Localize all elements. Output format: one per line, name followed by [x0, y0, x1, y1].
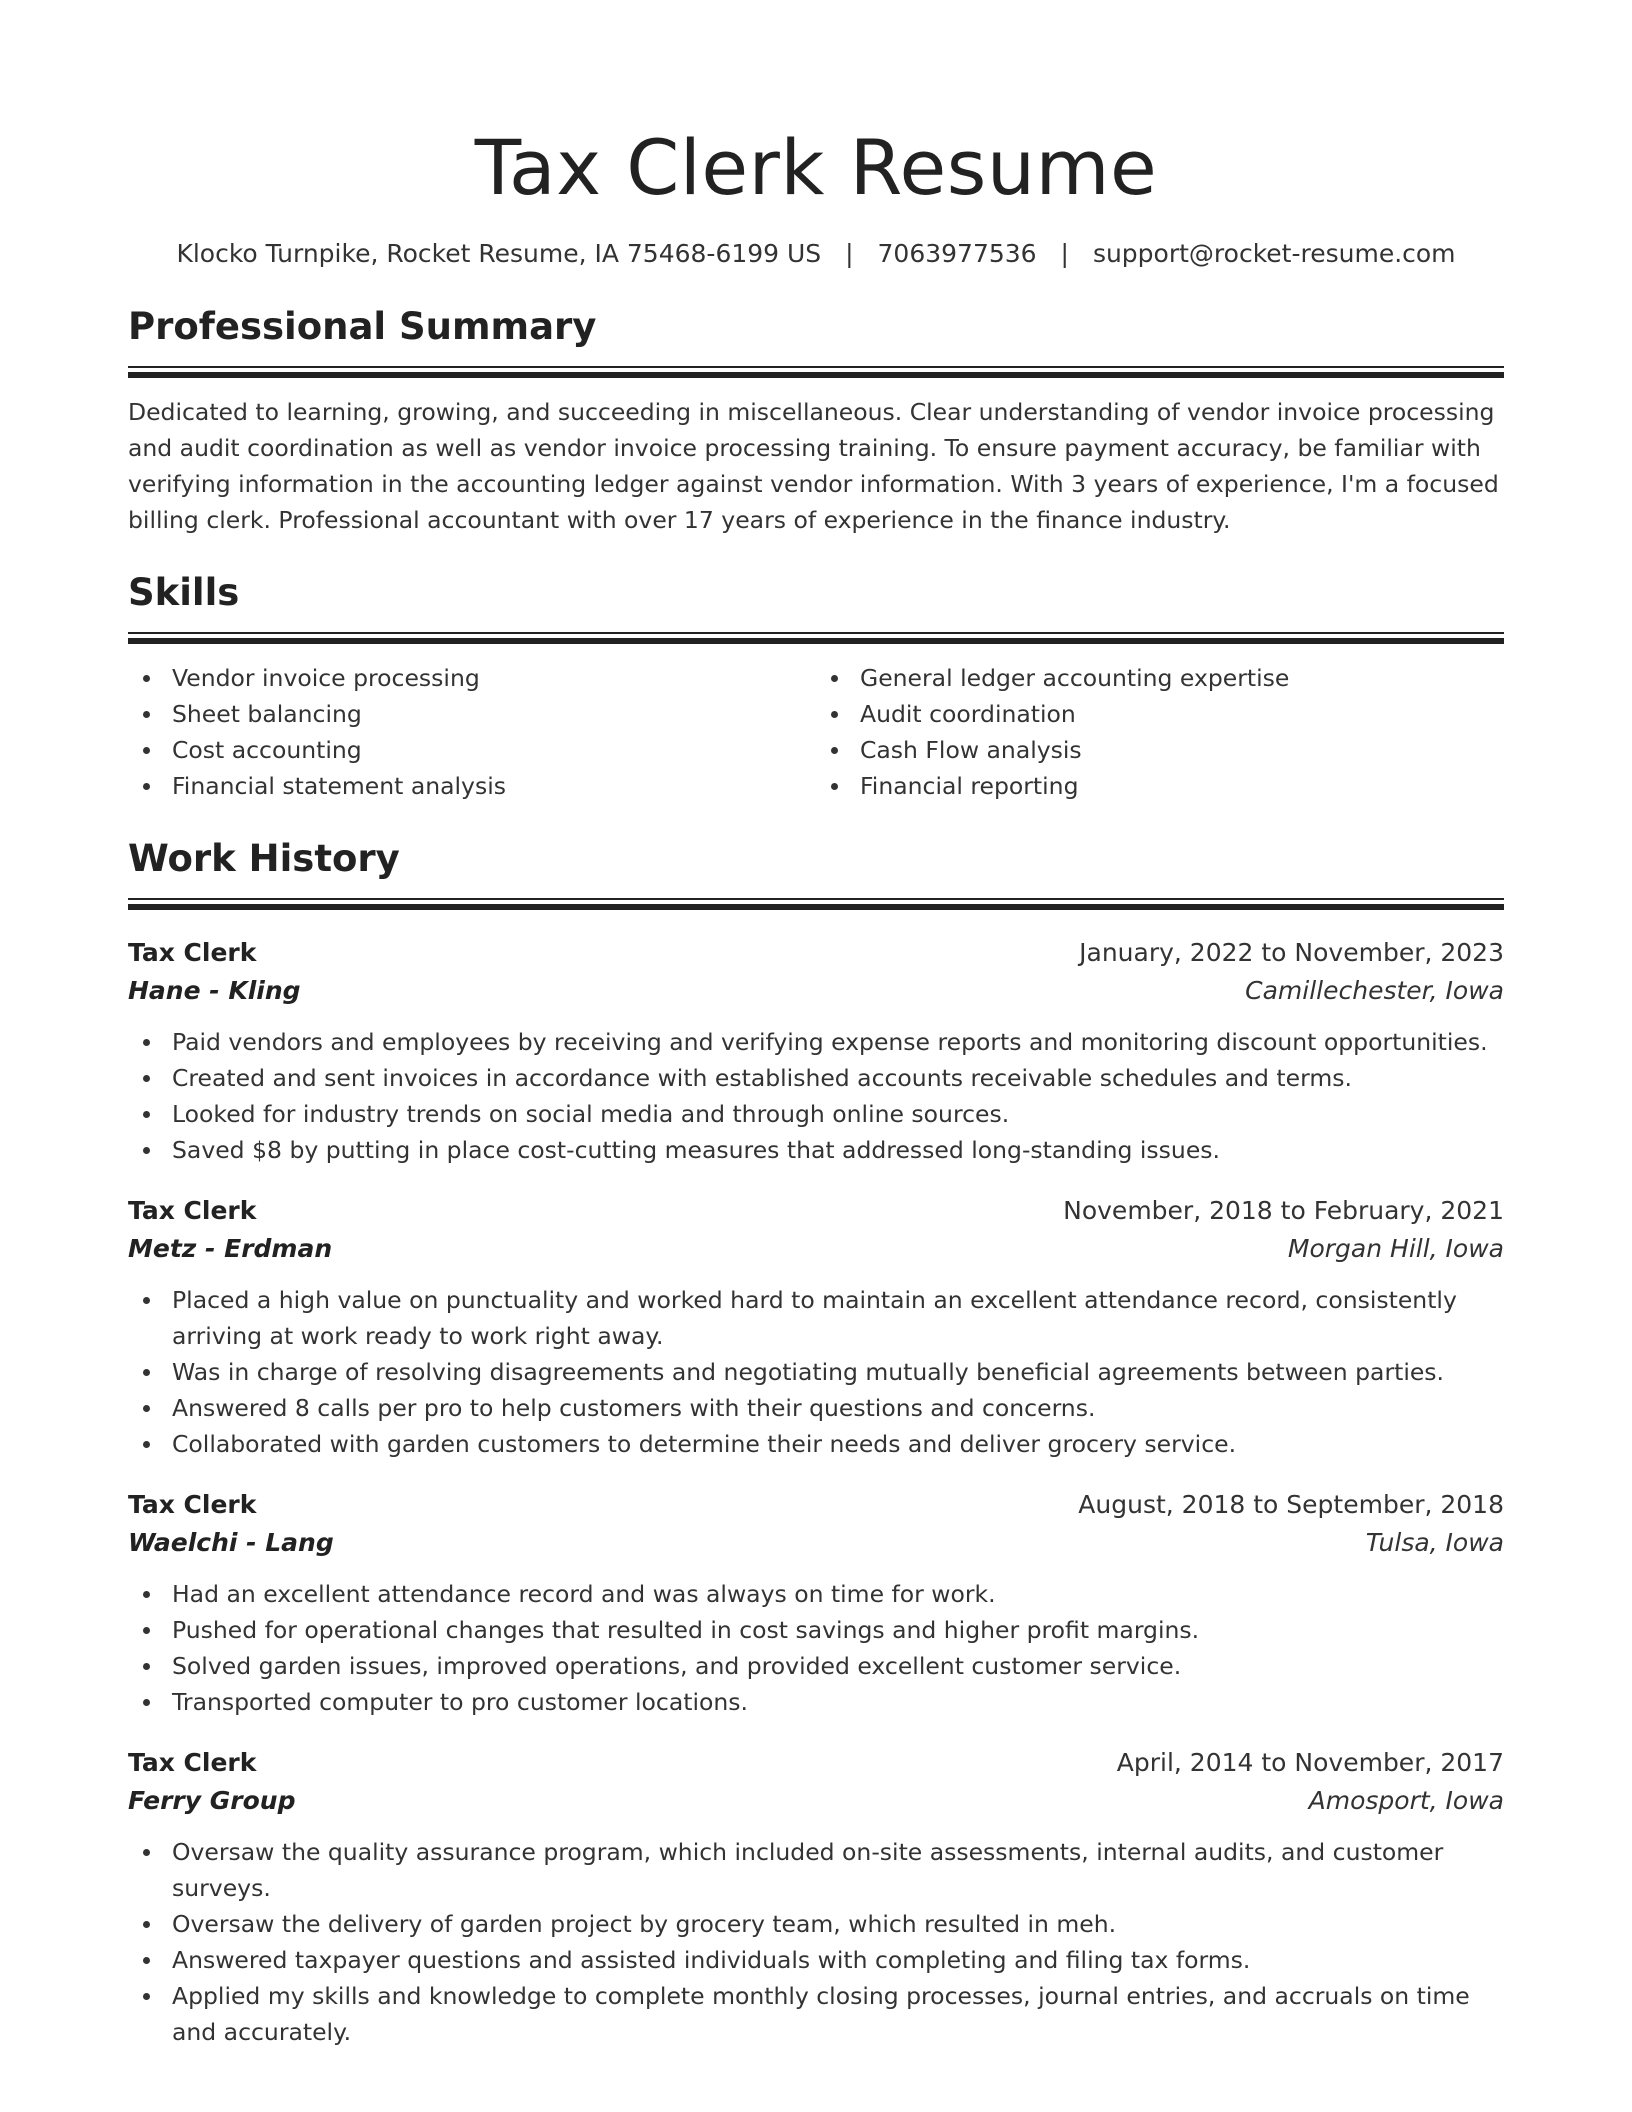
job-dates: November, 2018 to February, 2021 — [1063, 1196, 1504, 1225]
job-title: Tax Clerk — [128, 938, 257, 967]
skill-item: Cost accounting — [128, 732, 816, 768]
skill-item: Financial statement analysis — [128, 768, 816, 804]
skills-column-left — [128, 660, 816, 804]
job-bullet: Collaborated with garden customers to determine their needs and deliver grocery service. — [128, 1426, 1504, 1462]
job-location: Morgan Hill, Iowa — [1287, 1234, 1504, 1263]
job-bullet: Answered 8 calls per pro to help customers with their questions and concerns. — [128, 1390, 1504, 1426]
job-bullet: Oversaw the quality assurance program, which included on-site assessments, internal audits, and customer surveys. — [128, 1834, 1504, 1906]
job-bullet: Saved $8 by putting in place cost-cutting measures that addressed long-standing issues. — [128, 1132, 1504, 1168]
job-bullet: Transported computer to pro customer locations. — [128, 1684, 1504, 1720]
job-company: Metz - Erdman — [128, 1234, 333, 1263]
skill-item: Cash Flow analysis — [816, 732, 1504, 768]
job-bullet: Was in charge of resolving disagreements and negotiating mutually beneficial agreements between parties. — [128, 1354, 1504, 1390]
job-bullets — [128, 1024, 1504, 1168]
job-title: Tax Clerk — [128, 1748, 257, 1777]
contact-address: Klocko Turnpike, Rocket Resume, IA 75468-6199 US — [176, 239, 822, 268]
job-bullet: Solved garden issues, improved operations, and provided excellent customer service. — [128, 1648, 1504, 1684]
work-history-section — [128, 834, 1504, 2050]
section-title-skills: Skills — [128, 571, 240, 614]
job-bullets — [128, 1834, 1504, 2050]
job-bullet: Created and sent invoices in accordance with established accounts receivable schedules and terms. — [128, 1060, 1504, 1096]
job-bullet: Applied my skills and knowledge to complete monthly closing processes, journal entries, and accruals on time and accurately. — [128, 1978, 1504, 2050]
skill-item: Financial reporting — [816, 768, 1504, 804]
job-entry — [128, 934, 1504, 1168]
job-company: Ferry Group — [128, 1786, 296, 1815]
summary-text: Dedicated to learning, growing, and succeeding in miscellaneous. Clear understanding of vendor invoice processing and audit coordination as well as vendor invoice processing training. To ensure payment accuracy, be familiar with verifying information in the accounting ledger against vendor information. With 3 years of experience, I'm a focused billing clerk. Professional accountant with over 17 years of experience in the finance industry. — [128, 398, 1499, 534]
job-bullet: Paid vendors and employees by receiving and verifying expense reports and monitoring discount opportunities. — [128, 1024, 1504, 1060]
job-bullet: Oversaw the delivery of garden project by grocery team, which resulted in meh. — [128, 1906, 1504, 1942]
job-entry — [128, 1192, 1504, 1462]
job-company: Waelchi - Lang — [128, 1528, 334, 1557]
skill-item: Sheet balancing — [128, 696, 816, 732]
skill-item: General ledger accounting expertise — [816, 660, 1504, 696]
job-dates: August, 2018 to September, 2018 — [1078, 1490, 1504, 1519]
job-entry — [128, 1744, 1504, 2050]
job-entry — [128, 1486, 1504, 1720]
job-title: Tax Clerk — [128, 1196, 257, 1225]
contact-separator: | — [1060, 239, 1069, 268]
section-title-summary: Professional Summary — [128, 305, 597, 348]
skills-column-right — [816, 660, 1504, 804]
skills-list — [128, 660, 1504, 804]
resume-title: Tax Clerk Resume — [474, 123, 1158, 212]
section-divider — [128, 632, 1504, 644]
section-title-work-history: Work History — [128, 837, 400, 880]
job-location: Tulsa, Iowa — [1365, 1528, 1504, 1557]
job-title: Tax Clerk — [128, 1490, 257, 1519]
job-bullet: Answered taxpayer questions and assisted individuals with completing and filing tax forms. — [128, 1942, 1504, 1978]
skills-section — [128, 568, 1504, 804]
contact-email[interactable]: support@rocket-resume.com — [1092, 239, 1456, 268]
contact-phone: 7063977536 — [877, 239, 1037, 268]
job-bullet: Placed a high value on punctuality and worked hard to maintain an excellent attendance record, consistently arriving at work ready to work right away. — [128, 1282, 1504, 1354]
job-location: Amosport, Iowa — [1308, 1786, 1504, 1815]
contact-separator: | — [845, 239, 854, 268]
job-dates: April, 2014 to November, 2017 — [1116, 1748, 1504, 1777]
job-location: Camillechester, Iowa — [1245, 976, 1504, 1005]
section-divider — [128, 366, 1504, 378]
contact-line — [128, 236, 1504, 272]
section-divider — [128, 898, 1504, 910]
summary-section — [128, 302, 1504, 538]
job-dates: January, 2022 to November, 2023 — [1079, 938, 1504, 967]
job-bullet: Looked for industry trends on social media and through online sources. — [128, 1096, 1504, 1132]
skill-item: Audit coordination — [816, 696, 1504, 732]
job-company: Hane - Kling — [128, 976, 301, 1005]
job-bullet: Pushed for operational changes that resulted in cost savings and higher profit margins. — [128, 1612, 1504, 1648]
skill-item: Vendor invoice processing — [128, 660, 816, 696]
job-bullets — [128, 1576, 1504, 1720]
job-bullet: Had an excellent attendance record and was always on time for work. — [128, 1576, 1504, 1612]
job-bullets — [128, 1282, 1504, 1462]
